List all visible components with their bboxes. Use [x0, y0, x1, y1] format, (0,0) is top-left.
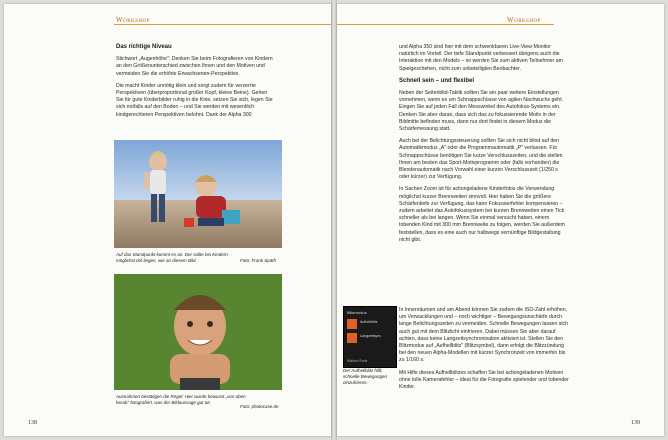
section-heading: Das richtige Niveau: [116, 44, 172, 50]
paragraph: Die macht Kinder unnötig klein und sorgt zudem für verzerrte Perspektiven (überproportional großer Kopf, kleine Beine). Gehen Sie für gute Kinderbilder ruhig in die Knie, setzen Sie sich, legen Sie sich notfalls auf den Boden – und Sie werden mit wesentlich kindgerechteren Perspektiven belohnt. Dank der Alpha 300: [116, 82, 273, 118]
screen-item: Aufhellblitz: [360, 320, 378, 324]
paragraph: Neben der Seitenblid-Taktik sollten Sie ein paar weitere Einstellungen vornehmen, wenn es um Schnappschüsse von agilen Nachwuchs geht. Eingen Sie auf jeden Fall den Messwinkel des Autofokus-Systems ein. Denken Sie aber daran, dass sich das zu fokussierende Motiv in der Bildmitte befinden muss, dann nur dort findet in diesem Modus die Schärfemessung statt.: [399, 90, 564, 133]
photo-credit: Foto: photocase.de: [240, 404, 279, 409]
photo-caption: Ausnahmen bestätigen die Regel: Hier wurde bewusst „von oben herab" fotografiert, was der Bildaussage gut tut.: [116, 394, 246, 405]
flash-mode-icon: [347, 319, 357, 329]
right-text-column: [399, 44, 569, 249]
left-page: [4, 4, 331, 436]
section-heading: Schnell sein – und flexibel: [399, 77, 475, 84]
header-rule: [114, 24, 331, 25]
photo-caption: Auf das Standpunkt kommt es an. Der sollte bei Kindern möglichst tief liegen, wie an diesem Bild.: [116, 252, 228, 263]
flash-mode-icon: [347, 333, 357, 343]
paragraph: und Alpha 350 sind hier mit dem schwenkbaren Live-View-Monitor natürlich im Vorteil. Der tiefe Standpunkt verbessert übrigens auch die Interaktion mit den Models – so werden Sie zum aktiven Teilnehmer am Spielgeschehen, nicht zum unbeteiligten Beobachter.: [399, 44, 563, 72]
screen-title: Blitzmodus: [347, 310, 367, 315]
section-header: Workshop: [507, 16, 541, 24]
section-header: Workshop: [116, 16, 150, 24]
screen-footer: Wählen Ende: [347, 359, 368, 363]
photo-credit: Foto: Frank Späth: [240, 258, 277, 263]
page-number: 139: [631, 420, 640, 426]
right-page: [337, 4, 664, 436]
paragraph: In Sachen Zoom ist für actiongeladene Kinderfotos die Verwendung möglichst kurzer Brennweiten sinnvoll. Hier haben Sie die größere Schärfentiefe zur Verfügung, das kann Fokussierfehler kompensieren – zudem arbeitet das Autofokussystem bei kurzen Brennweiten einen Tick schneller als bei langen. Wenn Sie einmal versucht haben, einem tobenden Kind mit 300 mm Brennweite zu folgen, werden Sie außerdem feststellen, dass es eine auch nur halbwegs vernünftige Bildgestaltung nicht gibt.: [399, 186, 565, 243]
photo-kids-beach: [114, 140, 282, 248]
header-rule: [337, 24, 554, 25]
paragraph: Mit Hilfe dieses Aufhellblitzes schaffen Sie bei actiongeladenen Motiven ohne tolle Kamerafehler – ideal für die Fotografie spielender und tobender Kinder.: [399, 369, 569, 391]
page-number: 138: [28, 420, 37, 426]
photo-boy-grass: [114, 274, 282, 390]
screen-item: Langzeitsync.: [360, 334, 382, 338]
paragraph: Auch bei der Belichtungssteuerung sollten Sie sich nicht blind auf den Automatikmodus „A" oder die Programmautomatik „P" verlassen. Für Schnappschüsse benötigen Sie kurze Verschlusszeiten, und die stellen Ihnen am besten das Sport-Motivprogramm oder (falls vorhanden) die Blendenautomatik nach Vorwahl einer kurzen Verschlusszeit (1/250 s oder kürzer) zur Verfügung.: [399, 138, 563, 181]
left-text-column: [116, 44, 276, 124]
camera-screen: [343, 306, 397, 368]
paragraph: Stichwort „Augenhöhe": Denken Sie beim Fotografieren von Kindern an den Größenunterschied zwischen Ihnen und den Motiven und vermeiden Sie die erhöhte Erwachsenen-Perspektive.: [116, 56, 273, 77]
photo-caption: Der Aufhellblitz hilft, schnelle Bewegungen einzufrieren.: [343, 368, 388, 385]
paragraph: In Innenräumen und am Abend können Sie zudem die ISO-Zahl erhöhen, um Verwacklungen und – noch wichtiger – Bewegungsunschärfe durch lange Belichtungszeiten zu vermeiden. Schnelle Bewegungen lassen sich auch gut mit dem Blitzlicht einfrieren. Dabei müssen Sie aber darauf achten, dass keine Langzeitsynchronisation aktiviert ist. Stellen Sie den Blitzmodus auf „Aufhellblitz" (Blitzsymbol), dann erfolgt die Blitzzündung bei den neuen Alpha-Modellen mit kurzer Synchronzeit von immerhin bis zu 1/160 s.: [399, 307, 568, 364]
right-text-column-lower: [399, 307, 569, 396]
